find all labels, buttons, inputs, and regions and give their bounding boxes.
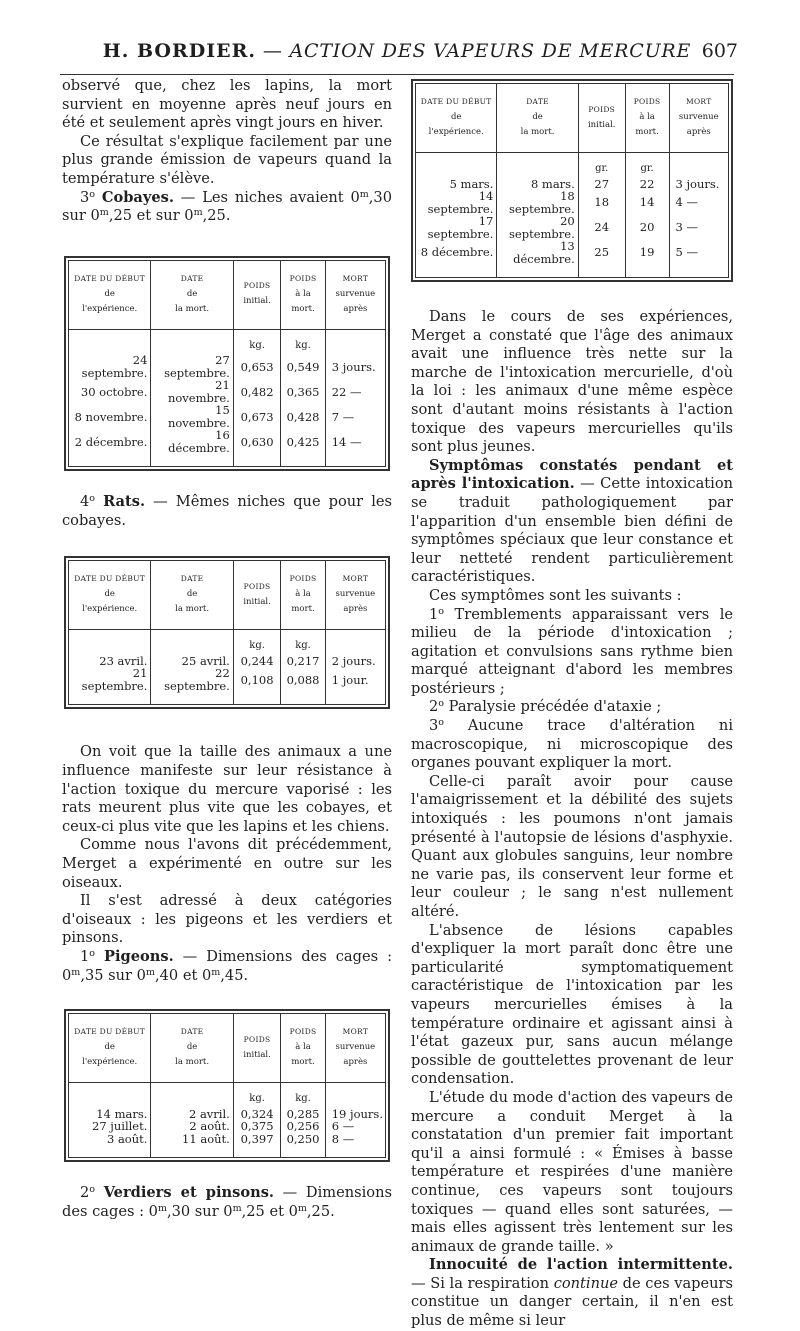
paragraph: Celle-ci paraît avoir pour cause l'amaigrissement et la débilité des sujets intoxiqués : les poumons n'ont jamais présenté à l'autopsie de lésions d'asphyxie. Quant aux globules sanguins, leur nombre ne varie pas, ils conservent leur forme et leur couleur ; le sang n'est nullement altéré. xyxy=(411,772,733,920)
unit-cell xyxy=(151,630,233,655)
section-heading: Rats. xyxy=(103,493,146,511)
table-cell: 0,397 xyxy=(233,1133,281,1158)
section-heading: Cobayes. xyxy=(101,188,174,206)
table-row xyxy=(416,190,729,215)
table-cell: 3 jours. xyxy=(325,354,385,379)
table-cell: 22 septembre. xyxy=(151,667,233,705)
table-cell: 0,088 xyxy=(281,667,325,705)
table-cell: 20 septembre. xyxy=(497,215,578,240)
table-cell: 0,375 xyxy=(233,1120,281,1133)
paragraph: Ce résultat s'explique facilement par une plus grande émission de vapeurs quand la température s'élève. xyxy=(62,132,392,187)
table-cell: 5 mars. xyxy=(449,176,494,191)
table-cell: 14 — xyxy=(325,429,385,467)
table-cell: 27 septembre. xyxy=(151,354,233,379)
table-cell: 21 novembre. xyxy=(151,379,233,404)
unit-cell: kg. xyxy=(233,1083,281,1108)
paragraph: Dans le cours de ses expériences, Merget a constaté que l'âge des animaux avait une influence très nette sur la marche de l'intoxication mercurielle, d'où la loi : les animaux d'une même espèce sont d'autant moins résistants à l'action toxique des vapeurs mercurielles qu'ils sont plus jeunes. xyxy=(411,308,733,456)
running-title xyxy=(60,40,734,62)
table-row xyxy=(69,667,386,705)
unit-cell xyxy=(325,1083,385,1108)
table-cell: 0,217 xyxy=(281,655,325,668)
table-cell: 20 xyxy=(625,215,669,240)
paragraph: L'absence de lésions capables d'expliquer la mort paraît donc être une particularité symptomatiquement caractéristique de l'intoxication par les vapeurs mercurielles émises à la température ordinaire et agissant ainsi à l'état gazeux pur, sans aucun mélange possible de gouttelettes provenant de leur condensation. xyxy=(411,921,733,1088)
table-cell: 19 jours. xyxy=(325,1108,385,1121)
table-cell: 8 mars. xyxy=(497,178,578,191)
table-cobayes: DATE DU DÉBUT de l'expérience. DATE de la mort. POIDS initial. POIDS à la mort. MORT survenue après kg. kg. 24 septembre. 27 septembre. 0,653 0,549 3 jours. 30 octobre. 21 novembre. 0,482 0,365 22 — 8 novembre. 15 novembre. 0,673 0,428 7 — 2 décembre. 16 décembre. 0,630 0,425 14 — xyxy=(64,256,390,472)
table-cell: 3 — xyxy=(669,215,729,240)
paragraph-rats: 4$^o$ Rats. — Mêmes niches que pour les cobayes. xyxy=(62,493,392,529)
table-row xyxy=(69,1133,386,1158)
table-cell: 21 septembre. xyxy=(81,666,148,693)
table-row xyxy=(69,1120,386,1133)
table-cell: 23 avril. xyxy=(99,653,148,668)
table-cell: 0,673 xyxy=(233,404,281,429)
table-cell: 27 juillet. xyxy=(92,1119,148,1134)
unit-cell xyxy=(151,329,233,354)
table-cell: 0,482 xyxy=(233,379,281,404)
unit-cell xyxy=(69,630,151,655)
paragraph: Comme nous l'avons dit précédemment, Merget a expérimenté en outre sur les oiseaux. xyxy=(62,836,392,891)
paragraph-innocuite: Innocuité de l'action intermittente. — Si la respiration continue de ces vapeurs constitue un danger certain, il n'en est plus de même si leur xyxy=(411,1256,734,1330)
article-title: ACTION DES VAPEURS DE MERCURE xyxy=(289,40,692,62)
list-item: 2$^o$ Paralysie précédée d'ataxie ; xyxy=(429,698,662,716)
table-cell: 8 novembre. xyxy=(74,409,148,424)
header-dash: — xyxy=(255,40,290,62)
table-cell: 2 décembre. xyxy=(74,434,148,449)
table-row xyxy=(69,379,386,404)
paragraph-verdiers: 2$^o$ Verdiers et pinsons. — Dimensions des cages : 0$^m$,30 sur 0$^m$,25 et 0$^m$,25. xyxy=(62,1184,392,1220)
table-cell: 2 avril. xyxy=(151,1108,233,1121)
table-cell: 30 octobre. xyxy=(80,384,148,399)
list-item: 3$^o$ Aucune trace d'altération ni macroscopique, ni microscopique des organes pouvant expliquer la mort. xyxy=(411,717,733,772)
paragraph-cobayes: 3$^o$ Cobayes. — Les niches avaient 0$^m$,30 sur 0$^m$,25 et sur 0$^m$,25. xyxy=(62,188,393,225)
table-cell: 0,365 xyxy=(281,379,325,404)
unit-cell: kg. xyxy=(281,329,325,354)
table-row xyxy=(416,215,729,240)
section-heading: Innocuité de l'action intermittente. xyxy=(429,1256,733,1274)
table-cell: 19 xyxy=(625,240,669,278)
table-cell: 3 jours. xyxy=(669,178,729,191)
table-cell: 0,285 xyxy=(281,1108,325,1121)
table-cell: 22 xyxy=(625,178,669,191)
table-cell: 0,428 xyxy=(281,404,325,429)
list-item: 1$^o$ Tremblements apparaissant vers le milieu de la période d'intoxication ; agitation et convulsions sans rythme bien marqué atteignant d'abord les membres postérieurs ; xyxy=(411,605,733,697)
table-cell: 8 — xyxy=(325,1133,385,1158)
table-cell: 0,549 xyxy=(281,354,325,379)
paragraph-symptomes: Symptômas constatés pendant et après l'intoxication. — Cette intoxication se traduit pathologiquement par l'apparition d'un ensemble bien défini de symptômes spéciaux que leur constance et leur netteté rendent particulièrement caractéristiques. xyxy=(411,456,733,586)
section-heading: Pigeons. xyxy=(104,947,174,965)
table-row xyxy=(69,429,386,467)
table-cell: 0,425 xyxy=(281,429,325,467)
unit-cell: kg. xyxy=(281,630,325,655)
table-cell: 25 avril. xyxy=(151,655,233,668)
unit-cell: kg. xyxy=(281,1083,325,1108)
paragraph: observé que, chez les lapins, la mort survient en moyenne après neuf jours en été et seulement après vingt jours en hiver. xyxy=(62,77,392,132)
unit-cell: kg. xyxy=(233,630,281,655)
paragraph: Il s'est adressé à deux catégories d'oiseaux : les pigeons et les verdiers et pinsons. xyxy=(62,892,392,947)
table-cell: 5 — xyxy=(669,240,729,278)
unit-cell xyxy=(325,329,385,354)
table-cell: 4 — xyxy=(669,190,729,215)
paragraph: On voit que la taille des animaux a une influence manifeste sur leur résistance à l'action toxique du mercure vaporisé : les rats meurent plus vite que les cobayes, et ceux-ci plus vite que les lapins et les chiens. xyxy=(62,743,392,835)
unit-cell: gr. xyxy=(625,153,669,178)
table-cell: 25 xyxy=(578,240,625,278)
table-cell: 0,653 xyxy=(233,354,281,379)
page-number: 607 xyxy=(701,40,738,62)
table-cell: 18 septembre. xyxy=(497,190,578,215)
table-row xyxy=(69,354,386,379)
table-cell: 1 jour. xyxy=(325,667,385,705)
author-name: H. BORDIER. xyxy=(102,40,256,62)
table-rats: DATE DU DÉBUT de l'expérience. DATE de la mort. POIDS initial. POIDS à la mort. MORT survenue après kg. kg. 23 avril. 25 avril. 0,244 0,217 2 jours. 21 septembre. 22 septembre. 0,108 0,088 1 jour. xyxy=(64,556,390,709)
table-cell: 0,250 xyxy=(281,1133,325,1158)
table-cell: 13 décembre. xyxy=(497,240,578,278)
table-cell: 22 — xyxy=(325,379,385,404)
table-cell: 0,630 xyxy=(233,429,281,467)
table-cell: 27 xyxy=(578,178,625,191)
table-cell: 17 septembre. xyxy=(427,214,494,241)
table-cell: 0,324 xyxy=(233,1108,281,1121)
left-column xyxy=(62,77,392,1221)
table-cell: 14 septembre. xyxy=(427,189,494,216)
table-cell: 14 xyxy=(625,190,669,215)
table-cell: 24 septembre. xyxy=(81,353,148,380)
paragraph: L'étude du mode d'action des vapeurs de mercure a conduit Merget à la constatation d'un premier fait important qu'il a ainsi formulé : « Émises à basse température et respirées d'une manière continue, ces vapeurs sont toujours toxiques — quand elles sont saturées, — mais elles agissent très lentement sur les animaux de grande taille. » xyxy=(411,1088,733,1255)
unit-cell xyxy=(669,153,729,178)
unit-cell xyxy=(151,1083,233,1108)
table-cell: 0,108 xyxy=(233,667,281,705)
right-column xyxy=(411,77,733,1331)
paragraph-pigeons: 1$^o$ Pigeons. — Dimensions des cages : 0$^m$,35 sur 0$^m$,40 et 0$^m$,45. xyxy=(62,947,393,984)
paragraph: Ces symptômes sont les suivants : xyxy=(429,586,682,604)
table-pigeons: DATE DU DÉBUT de l'expérience. DATE de la mort. POIDS initial. POIDS à la mort. MORT survenue après kg. kg. 14 mars. 2 avril. 0,324 0,285 19 jours. 27 juillet. 2 août. 0,375 0,256 6 — 3 août. 11 août. 0,397 0,250 8 — xyxy=(64,1009,390,1162)
table-cell: 0,256 xyxy=(281,1120,325,1133)
table-cell: 3 août. xyxy=(106,1131,148,1146)
table-cell: 16 décembre. xyxy=(151,429,233,467)
unit-cell xyxy=(416,153,497,178)
section-heading: Symptômas constatés pendant et après l'intoxication. xyxy=(411,456,733,493)
table-cell: 14 mars. xyxy=(96,1106,148,1121)
table-cell: 7 — xyxy=(325,404,385,429)
table-cell: 0,244 xyxy=(233,655,281,668)
running-header xyxy=(60,40,738,75)
unit-cell xyxy=(69,329,151,354)
table-cell: 18 xyxy=(578,190,625,215)
unit-cell xyxy=(497,153,578,178)
table-cell: 24 xyxy=(578,215,625,240)
section-heading: Verdiers et pinsons. xyxy=(103,1184,275,1202)
unit-cell: kg. xyxy=(233,329,281,354)
unit-cell: gr. xyxy=(578,153,625,178)
table-lapins: DATE DU DÉBUT de l'expérience. DATE de la mort. POIDS initial. POIDS à la mort. MORT survenue après gr. gr. 5 mars. 8 mars. 27 22 3 jours. 14 septembre. 18 septembre. 18 14 4 — 17 septembre. 20 septembre. 24 20 3 — 8 décembre. 13 décembre. 25 19 5 — xyxy=(411,79,733,282)
table-cell: 11 août. xyxy=(151,1133,233,1158)
table-cell: 15 novembre. xyxy=(151,404,233,429)
table-cell: 8 décembre. xyxy=(420,245,494,260)
table-cell: 2 août. xyxy=(151,1120,233,1133)
unit-cell xyxy=(69,1083,151,1108)
table-row xyxy=(69,404,386,429)
table-cell: 2 jours. xyxy=(325,655,385,668)
table-row xyxy=(416,240,729,278)
unit-cell xyxy=(325,630,385,655)
table-cell: 6 — xyxy=(325,1120,385,1133)
